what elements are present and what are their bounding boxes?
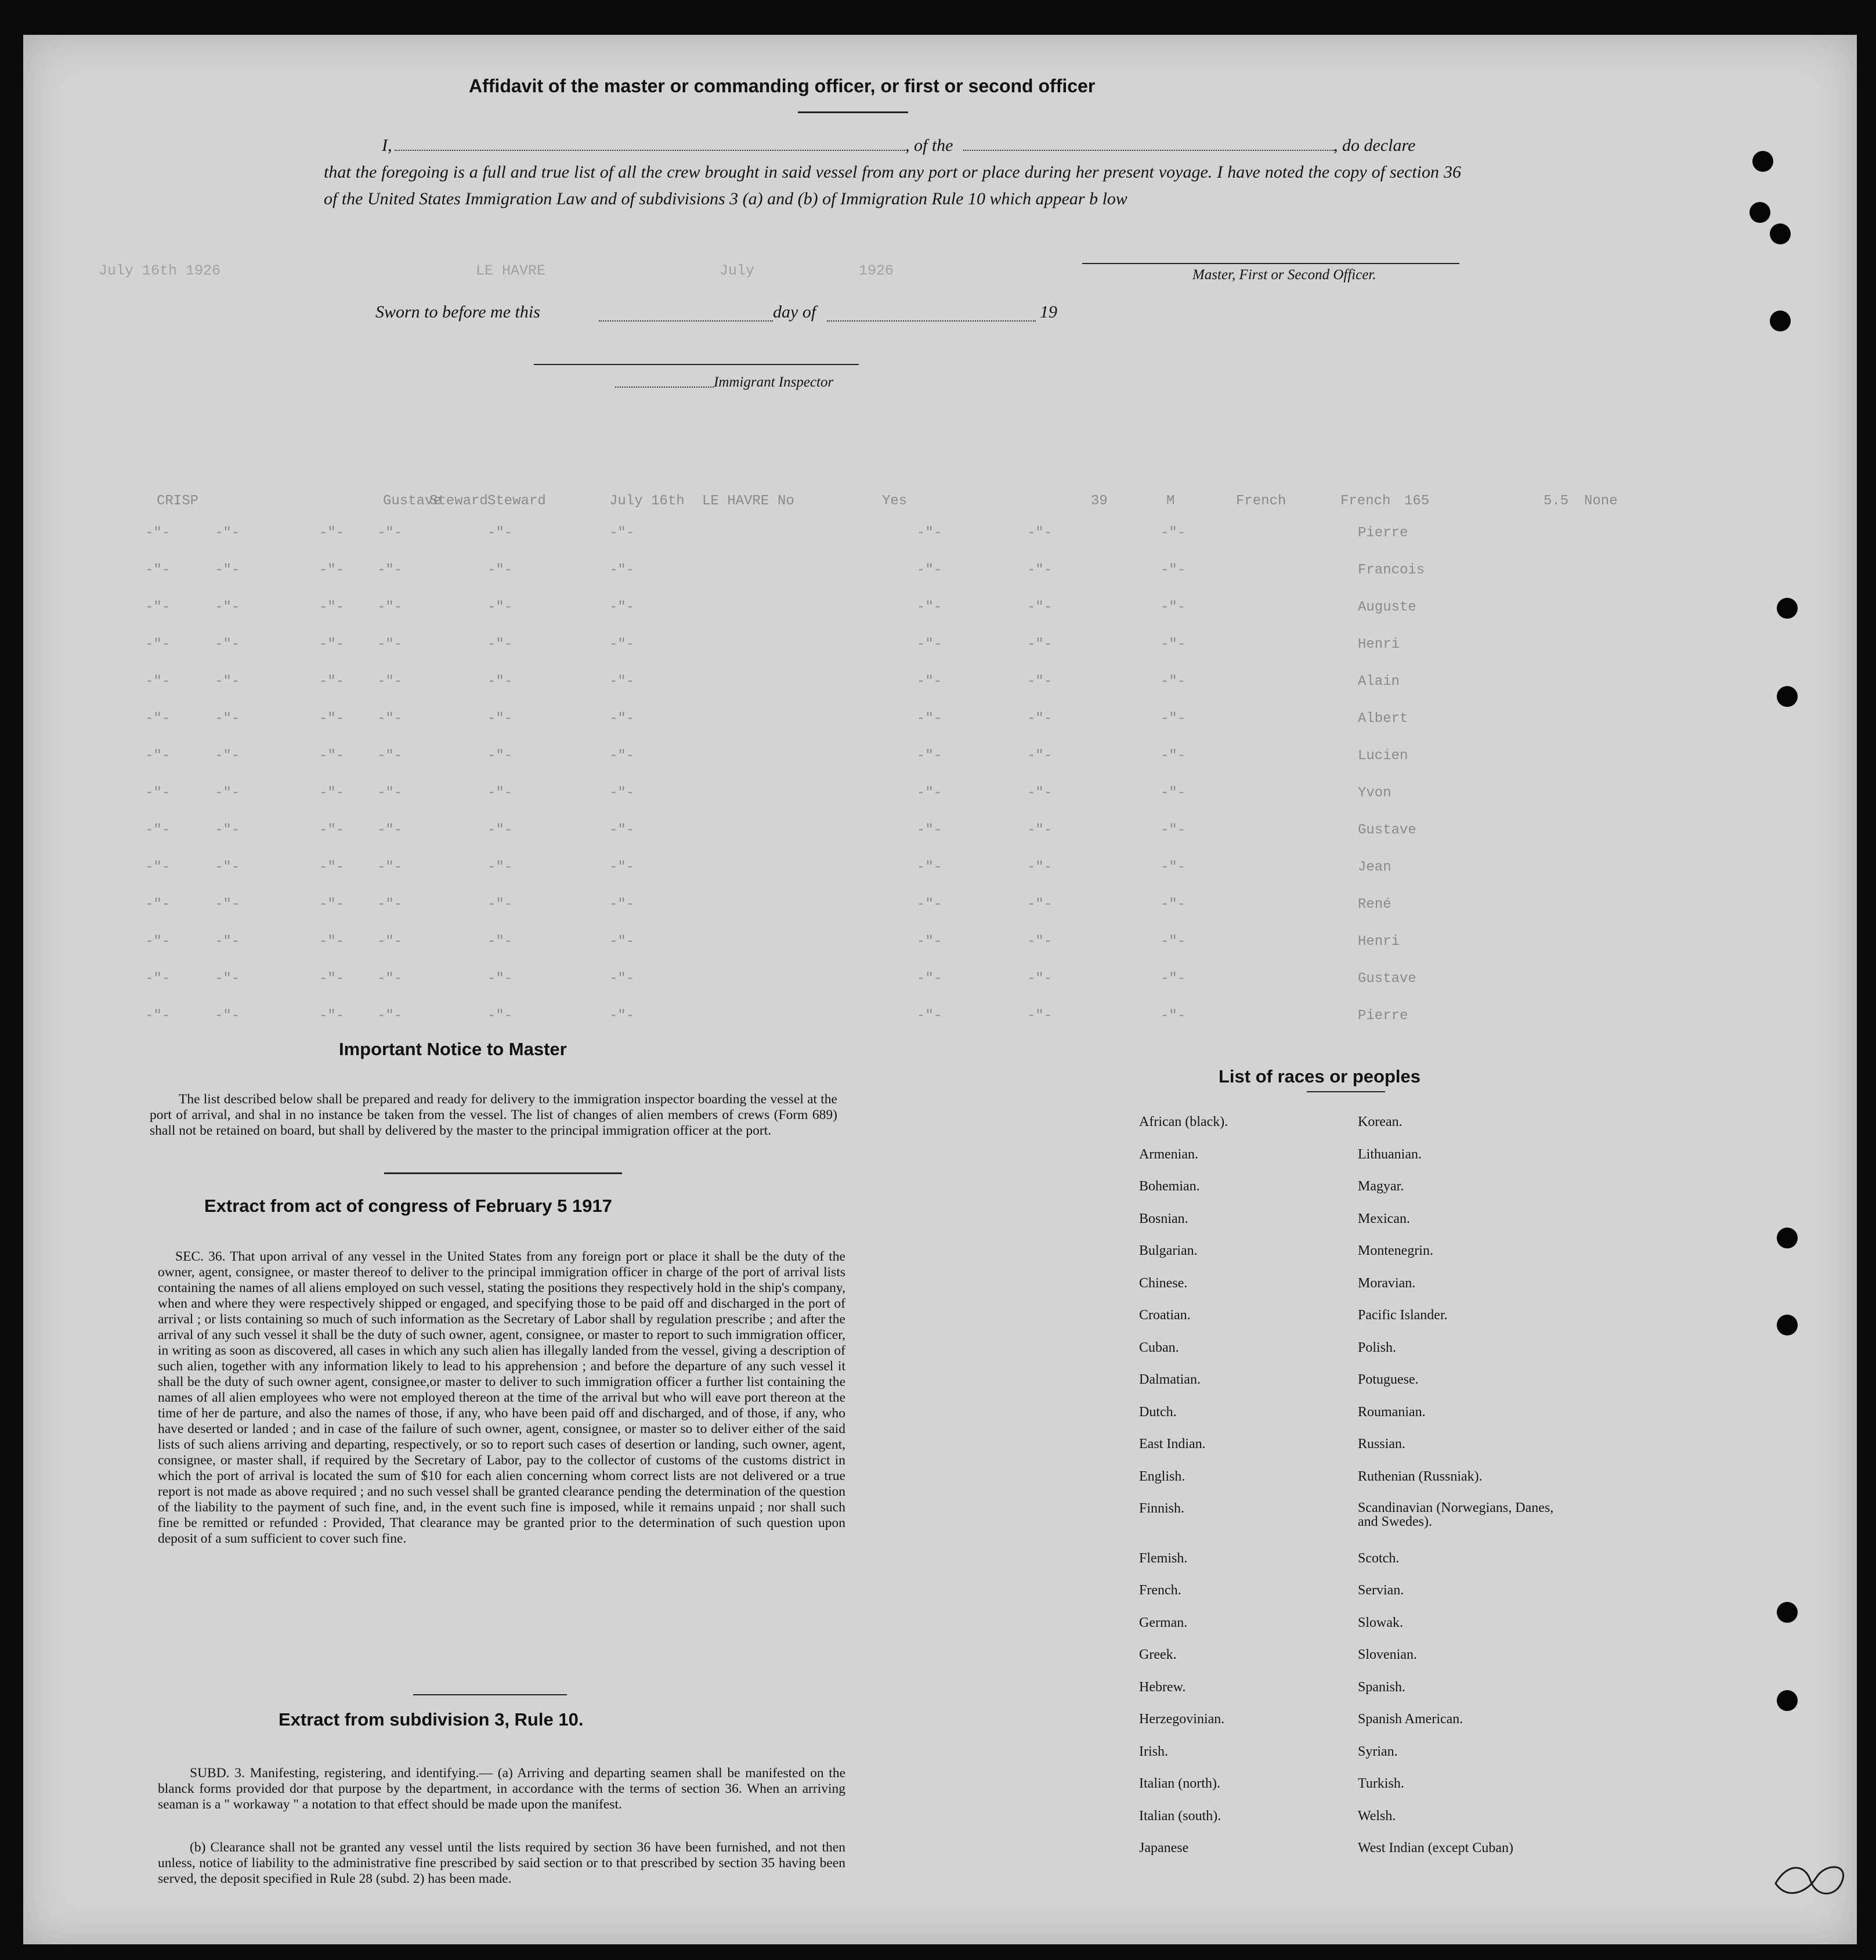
ghost-ditto: -"-	[319, 674, 345, 690]
ghost-ditto: -"-	[609, 785, 635, 801]
ghost-column-header: None	[1584, 493, 1618, 509]
race-item: Magyar.	[1358, 1179, 1404, 1194]
ghost-ditto: -"-	[319, 897, 345, 912]
ghost-ditto: -"-	[377, 525, 403, 541]
ghost-row	[23, 674, 1857, 691]
ghost-given-name: Gustave	[1358, 822, 1416, 838]
extract-rule-para-a: SUBD. 3. Manifesting, registering, and identifying.— (a) Arriving and departing seamen shall be manifested on the blanck forms provided dor that purpose by the department, in accordance with the terms of section 36. When an arriving seaman is a " workaway " a notation to that effect should be made upon the manifest.	[158, 1766, 845, 1812]
race-item: Croatian.	[1139, 1308, 1191, 1323]
ghost-ditto: -"-	[1027, 637, 1053, 652]
ghost-ditto: -"-	[917, 897, 942, 912]
ghost-ditto: -"-	[319, 822, 345, 838]
ghost-ditto: -"-	[609, 674, 635, 690]
race-item: Greek.	[1139, 1647, 1177, 1662]
ghost-ditto: -"-	[377, 637, 403, 652]
ghost-ditto: -"-	[1027, 562, 1053, 578]
title-rule	[798, 111, 908, 113]
ghost-given-name: Albert	[1358, 711, 1408, 727]
ghost-ditto: -"-	[1027, 971, 1053, 987]
ghost-ditto: -"-	[1161, 562, 1186, 578]
punch-hole-icon	[1777, 1602, 1798, 1623]
form-page	[23, 35, 1857, 1944]
ghost-ditto: -"-	[1027, 674, 1053, 690]
ghost-ditto: -"-	[917, 562, 942, 578]
ghost-ditto: -"-	[1161, 711, 1186, 727]
ghost-given-name: Alain	[1358, 674, 1400, 690]
extract-act-body: SEC. 36. That upon arrival of any vessel in the United States from any foreign port or place it shall be the duty of the owner, agent, consignee, or master thereof to deliver to the principal immigration officer in charge of the port of arrival lists containing the names of all aliens employed on such vessel, stating the positions they respectively hold in the ship's company, when and where they were respectively shipped or engaged, and specifying those to be paid off and discharged in the port of arrival ; or lists containing so much of such information as the Secretary of Labor shall by regulation prescribe ; and after the arrival of any such vessel it shall be the duty of such owner, agent, consignee, or master to report to such immigration officer, in writing as soon as discovered, all cases in which any such alien has illegally landed from the vessel, giving a description of such alien, together with any information likely to lead to his apprehension ; and before the departure of any such vessel it shall be the duty of such owner agent, consignee,or master to deliver to such immigration officer a further list containing the names of all alien employees who were not employed thereon at the time of the arrival but who will eave port thereon at the time of her de parture, and also the names of those, if any, who have been paid off and discharged, and of those, if any, who have deserted or landed ; and in case of the failure of such owner, agent, consignee, or master so to deliver either of the said lists of such aliens arriving and departing, respectively, or so to report such cases of desertion or landing, such owner, agent, consignee, or master shall, if required by the Secretary of Labor, pay to the collector of customs of the customs district in which the port of arrival is located the sum of $10 for each alien concerning whom correct lists are not delivered or a true report is not made as above required ; and no such vessel shall be granted clearance pending the determination of the question of the liability to the payment of such fine, and, in the event such fine is imposed, while it remains unpaid ; nor shall such fine be remitted or refunded : Provided, That clearance may be granted prior to the determination of such question upon deposit of a sum sufficient to cover such fine.	[158, 1249, 845, 1546]
ghost-ditto: -"-	[319, 711, 345, 727]
ghost-ditto: -"-	[215, 637, 240, 652]
ghost-ditto: -"-	[917, 1008, 942, 1024]
ghost-header-year: 1926	[859, 262, 894, 279]
race-item: Spanish American.	[1358, 1712, 1463, 1727]
ghost-ditto: -"-	[1161, 897, 1186, 912]
ghost-column-header: French	[1236, 493, 1286, 509]
ghost-ditto: -"-	[1027, 1008, 1053, 1024]
punch-hole-icon	[1777, 1228, 1798, 1248]
race-item: Pacific Islander.	[1358, 1308, 1448, 1323]
ghost-ditto: -"-	[215, 674, 240, 690]
ghost-ditto: -"-	[1027, 525, 1053, 541]
ghost-ditto: -"-	[377, 822, 403, 838]
race-item: Flemish.	[1139, 1550, 1188, 1566]
inspector-label: Immigrant Inspector	[714, 374, 834, 390]
ghost-column-header: No	[778, 493, 794, 509]
ghost-ditto: -"-	[917, 748, 942, 764]
race-item: Moravian.	[1358, 1275, 1416, 1291]
race-item: West Indian (except Cuban)	[1358, 1840, 1513, 1856]
ghost-ditto: -"-	[1161, 600, 1186, 615]
ghost-ditto: -"-	[1161, 822, 1186, 838]
ghost-ditto: -"-	[145, 748, 171, 764]
race-item: Spanish.	[1358, 1679, 1406, 1695]
ghost-ditto: -"-	[145, 785, 171, 801]
ghost-ditto: -"-	[377, 600, 403, 615]
ghost-ditto: -"-	[319, 525, 345, 541]
ghost-row	[23, 971, 1857, 988]
ghost-ditto: -"-	[487, 637, 513, 652]
ghost-ditto: -"-	[215, 525, 240, 541]
ghost-ditto: -"-	[145, 822, 171, 838]
ghost-header-port: LE HAVRE	[476, 262, 546, 279]
ghost-ditto: -"-	[917, 785, 942, 801]
ghost-column-header: Yes	[882, 493, 908, 509]
punch-hole-icon	[1777, 598, 1798, 619]
ghost-ditto: -"-	[377, 748, 403, 764]
ghost-ditto: -"-	[609, 822, 635, 838]
extract-rule-para-b: (b) Clearance shall not be granted any vessel until the lists required by section 36 have been furnished, and not then unless, notice of liability to the administrative fine prescribed by said section or to that prescribed by section 35 having been served, the deposit specified in Rule 28 (subd. 2) has been made.	[158, 1840, 845, 1886]
race-item: German.	[1139, 1615, 1188, 1630]
punch-hole-icon	[1777, 1690, 1798, 1711]
ghost-ditto: -"-	[319, 785, 345, 801]
ghost-column-header: M	[1166, 493, 1175, 509]
ghost-ditto: -"-	[609, 525, 635, 541]
race-item: Finnish.	[1139, 1501, 1185, 1516]
ghost-ditto: -"-	[145, 674, 171, 690]
ghost-ditto: -"-	[215, 1008, 240, 1024]
extract-rule-title: Extract from subdivision 3, Rule 10.	[279, 1709, 584, 1730]
race-item: Armenian.	[1139, 1146, 1198, 1162]
ghost-row	[23, 785, 1857, 803]
race-item: Cuban.	[1139, 1340, 1179, 1355]
master-signature-line[interactable]	[1082, 263, 1459, 264]
ghost-ditto: -"-	[609, 971, 635, 987]
ghost-column-header: July 16th	[609, 493, 685, 509]
ghost-ditto: -"-	[917, 711, 942, 727]
race-item: Syrian.	[1358, 1744, 1398, 1759]
ghost-ditto: -"-	[215, 860, 240, 875]
ghost-ditto: -"-	[487, 562, 513, 578]
race-item: Irish.	[1139, 1744, 1168, 1759]
ghost-ditto: -"-	[215, 971, 240, 987]
race-item: East Indian.	[1139, 1436, 1206, 1452]
ghost-ditto: -"-	[1161, 748, 1186, 764]
ghost-column-header: Steward	[429, 493, 488, 509]
ghost-ditto: -"-	[319, 748, 345, 764]
ghost-ditto: -"-	[1161, 1008, 1186, 1024]
ghost-row	[23, 600, 1857, 617]
ghost-ditto: -"-	[917, 600, 942, 615]
ghost-ditto: -"-	[1161, 785, 1186, 801]
ghost-ditto: -"-	[487, 525, 513, 541]
ghost-row	[23, 711, 1857, 728]
notice-body: The list described below shall be prepared and ready for delivery to the immigration inspector boarding the vessel at the port of arrival, and shal in no instance be taken from the vessel. The list of changes of alien members of crews (Form 689) shall not be retained on board, but shall by delivered by the master to the principal immigration officer at the port.	[150, 1092, 837, 1138]
ghost-ditto: -"-	[917, 971, 942, 987]
ghost-row	[23, 934, 1857, 951]
ghost-column-header: LE HAVRE	[702, 493, 769, 509]
race-item: Ruthenian (Russniak).	[1358, 1468, 1483, 1484]
race-item: Bulgarian.	[1139, 1243, 1198, 1258]
ghost-ditto: -"-	[917, 525, 942, 541]
race-item: Russian.	[1358, 1436, 1406, 1452]
ghost-ditto: -"-	[1027, 897, 1053, 912]
ghost-ditto: -"-	[487, 674, 513, 690]
inspector-dots	[615, 387, 714, 388]
races-title: List of races or peoples	[1219, 1066, 1420, 1087]
ghost-ditto: -"-	[145, 637, 171, 652]
ghost-ditto: -"-	[377, 860, 403, 875]
ghost-ditto: -"-	[319, 934, 345, 950]
affidavit-line1-of-the: , of the	[905, 136, 953, 155]
ghost-ditto: -"-	[917, 934, 942, 950]
ghost-ditto: -"-	[215, 934, 240, 950]
ghost-header-row	[23, 493, 1857, 511]
ghost-ditto: -"-	[145, 860, 171, 875]
ghost-ditto: -"-	[215, 785, 240, 801]
sworn-prefix: Sworn to before me this	[375, 302, 540, 322]
race-item: Italian (north).	[1139, 1776, 1220, 1791]
ghost-ditto: -"-	[1027, 934, 1053, 950]
races-title-rule	[1307, 1091, 1385, 1092]
race-item: Scotch.	[1358, 1550, 1400, 1566]
ghost-ditto: -"-	[145, 525, 171, 541]
ghost-ditto: -"-	[1161, 637, 1186, 652]
race-item: Korean.	[1358, 1114, 1403, 1129]
ghost-ditto: -"-	[609, 1008, 635, 1024]
race-item: Hebrew.	[1139, 1679, 1186, 1695]
ghost-ditto: -"-	[487, 711, 513, 727]
ghost-ditto: -"-	[487, 822, 513, 838]
vessel-blank[interactable]	[963, 150, 1335, 151]
ghost-ditto: -"-	[145, 562, 171, 578]
ghost-given-name: Francois	[1358, 562, 1425, 578]
ghost-ditto: -"-	[319, 562, 345, 578]
ghost-ditto: -"-	[1161, 934, 1186, 950]
ghost-ditto: -"-	[609, 637, 635, 652]
ghost-ditto: -"-	[487, 860, 513, 875]
race-item: African (black).	[1139, 1114, 1228, 1129]
ghost-ditto: -"-	[917, 637, 942, 652]
ghost-row	[23, 525, 1857, 543]
punch-hole-icon	[1752, 151, 1773, 172]
ghost-given-name: Pierre	[1358, 1008, 1408, 1024]
ghost-ditto: -"-	[377, 562, 403, 578]
ghost-ditto: -"-	[145, 600, 171, 615]
ghost-ditto: -"-	[917, 860, 942, 875]
name-blank[interactable]	[395, 150, 905, 151]
ghost-ditto: -"-	[319, 637, 345, 652]
inspector-signature-line[interactable]	[534, 364, 859, 365]
ghost-ditto: -"-	[145, 934, 171, 950]
ghost-ditto: -"-	[145, 711, 171, 727]
sworn-day-label: day of	[773, 302, 816, 322]
ghost-given-name: Henri	[1358, 934, 1400, 950]
ghost-ditto: -"-	[487, 600, 513, 615]
race-item: Mexican.	[1358, 1211, 1410, 1226]
race-item: English.	[1139, 1468, 1185, 1484]
race-item: Bosnian.	[1139, 1211, 1188, 1226]
ghost-ditto: -"-	[215, 822, 240, 838]
ghost-given-name: Jean	[1358, 860, 1391, 875]
ghost-ditto: -"-	[1027, 860, 1053, 875]
ghost-ditto: -"-	[377, 711, 403, 727]
race-item: Roumanian.	[1358, 1404, 1426, 1420]
ghost-ditto: -"-	[1027, 711, 1053, 727]
race-item: Japanese	[1139, 1840, 1189, 1856]
ghost-ditto: -"-	[1161, 971, 1186, 987]
ghost-row	[23, 748, 1857, 766]
punch-hole-icon	[1770, 223, 1791, 244]
sworn-month-blank[interactable]	[827, 320, 1036, 322]
ghost-ditto: -"-	[609, 600, 635, 615]
race-item: Servian.	[1358, 1583, 1404, 1598]
ghost-ditto: -"-	[377, 897, 403, 912]
affidavit-line1-declare: , do declare	[1333, 136, 1416, 155]
ghost-column-header: Gustave	[383, 493, 442, 509]
race-item: Dutch.	[1139, 1404, 1177, 1420]
ghost-ditto: -"-	[319, 971, 345, 987]
ghost-given-name: Gustave	[1358, 971, 1416, 987]
punch-hole-icon	[1770, 311, 1791, 331]
ghost-given-name: Auguste	[1358, 600, 1416, 615]
race-item: Herzegovinian.	[1139, 1712, 1225, 1727]
master-label: Master, First or Second Officer.	[1192, 267, 1376, 283]
ghost-ditto: -"-	[487, 748, 513, 764]
ghost-column-header: French	[1340, 493, 1391, 509]
extract-act-title: Extract from act of congress of February 5 1917	[204, 1196, 612, 1216]
ghost-ditto: -"-	[145, 897, 171, 912]
ghost-header-month: July	[720, 262, 755, 279]
sworn-day-blank[interactable]	[599, 320, 773, 322]
ghost-ditto: -"-	[1161, 674, 1186, 690]
extract-act-rule	[413, 1694, 567, 1695]
ghost-column-header: Steward	[487, 493, 546, 509]
punch-hole-icon	[1750, 202, 1770, 223]
ghost-ditto: -"-	[487, 785, 513, 801]
ghost-ditto: -"-	[145, 971, 171, 987]
ghost-ditto: -"-	[145, 1008, 171, 1024]
race-item: Slowak.	[1358, 1615, 1403, 1630]
ghost-given-name: René	[1358, 897, 1391, 912]
ghost-ditto: -"-	[1027, 748, 1053, 764]
ghost-ditto: -"-	[487, 971, 513, 987]
ghost-ditto: -"-	[609, 748, 635, 764]
ghost-ditto: -"-	[319, 860, 345, 875]
ghost-ditto: -"-	[609, 711, 635, 727]
ghost-row	[23, 637, 1857, 654]
ghost-ditto: -"-	[377, 934, 403, 950]
ghost-ditto: -"-	[1027, 785, 1053, 801]
pencil-mark-icon	[1770, 1860, 1851, 1901]
ghost-header-date: July 16th 1926	[99, 262, 221, 279]
affidavit-line1-i: I,	[382, 136, 392, 155]
ghost-ditto: -"-	[487, 934, 513, 950]
ghost-ditto: -"-	[215, 711, 240, 727]
ghost-row	[23, 822, 1857, 840]
ghost-row	[23, 897, 1857, 914]
ghost-ditto: -"-	[487, 1008, 513, 1024]
race-item: Scandinavian (Norwegians, Danes, and Swedes).	[1358, 1500, 1554, 1529]
race-item: French.	[1139, 1583, 1181, 1598]
ghost-ditto: -"-	[215, 562, 240, 578]
punch-hole-icon	[1777, 686, 1798, 707]
race-item: Italian (south).	[1139, 1808, 1221, 1824]
punch-hole-icon	[1777, 1315, 1798, 1335]
ghost-ditto: -"-	[1161, 860, 1186, 875]
ghost-row	[23, 562, 1857, 580]
ghost-ditto: -"-	[215, 748, 240, 764]
race-item: Montenegrin.	[1358, 1243, 1433, 1258]
race-item: Turkish.	[1358, 1776, 1404, 1791]
ghost-column-header: 165	[1404, 493, 1430, 509]
race-item: Chinese.	[1139, 1275, 1188, 1291]
ghost-ditto: -"-	[609, 562, 635, 578]
ghost-ditto: -"-	[1161, 525, 1186, 541]
ghost-ditto: -"-	[487, 897, 513, 912]
ghost-ditto: -"-	[377, 971, 403, 987]
ghost-ditto: -"-	[377, 785, 403, 801]
ghost-column-header: CRISP	[157, 493, 199, 509]
race-item: Polish.	[1358, 1340, 1397, 1355]
ghost-ditto: -"-	[215, 600, 240, 615]
ghost-ditto: -"-	[917, 674, 942, 690]
ghost-ditto: -"-	[609, 860, 635, 875]
ghost-ditto: -"-	[609, 934, 635, 950]
race-item: Potuguese.	[1358, 1372, 1419, 1387]
ghost-given-name: Yvon	[1358, 785, 1391, 801]
notice-title: Important Notice to Master	[339, 1039, 567, 1059]
ghost-column-header: 5.5	[1544, 493, 1569, 509]
ghost-ditto: -"-	[215, 897, 240, 912]
ghost-given-name: Lucien	[1358, 748, 1408, 764]
notice-rule	[384, 1172, 622, 1174]
race-item: Slovenian.	[1358, 1647, 1417, 1662]
sworn-year: 19	[1040, 302, 1057, 322]
ghost-row	[23, 860, 1857, 877]
ghost-row	[23, 1008, 1857, 1026]
ghost-given-name: Pierre	[1358, 525, 1408, 541]
race-item: Welsh.	[1358, 1808, 1396, 1824]
ghost-ditto: -"-	[319, 1008, 345, 1024]
ghost-ditto: -"-	[377, 1008, 403, 1024]
affidavit-title: Affidavit of the master or commanding officer, or first or second officer	[469, 75, 1096, 96]
ghost-column-header: 39	[1091, 493, 1108, 509]
ghost-ditto: -"-	[377, 674, 403, 690]
race-item: Lithuanian.	[1358, 1146, 1422, 1162]
affidavit-body: that the foregoing is a full and true list of all the crew brought in said vessel from any port or place during her present voyage. I have noted the copy of section 36 of the United States Immigration Law and of subdivisions 3 (a) and (b) of Immigration Rule 10 which appear b low	[324, 163, 1461, 208]
ghost-ditto: -"-	[1027, 822, 1053, 838]
race-item: Dalmatian.	[1139, 1372, 1201, 1387]
ghost-ditto: -"-	[1027, 600, 1053, 615]
ghost-ditto: -"-	[319, 600, 345, 615]
race-item: Bohemian.	[1139, 1179, 1200, 1194]
ghost-ditto: -"-	[609, 897, 635, 912]
ghost-ditto: -"-	[917, 822, 942, 838]
ghost-given-name: Henri	[1358, 637, 1400, 652]
